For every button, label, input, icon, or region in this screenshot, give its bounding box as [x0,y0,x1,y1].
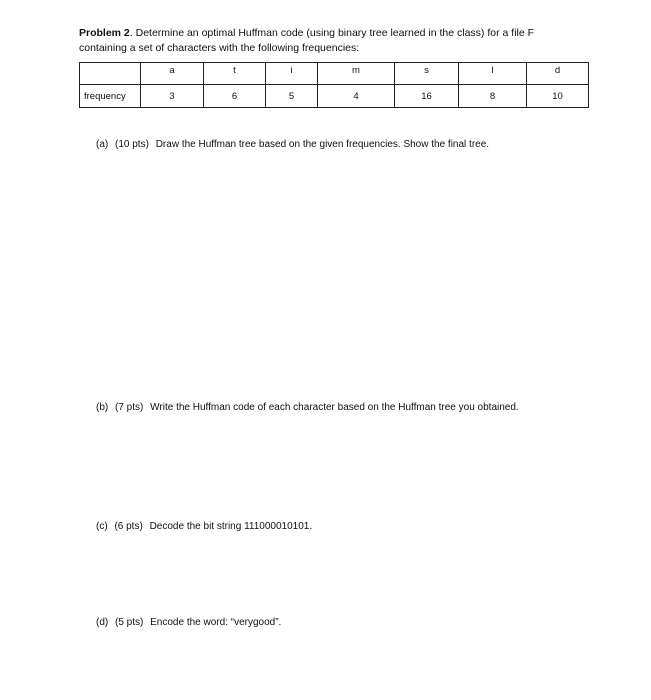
question-a-letter: (a) [96,139,109,150]
question-d-letter: (d) [96,617,109,628]
char-cell-m: m [318,63,395,85]
freq-cell-t: 6 [204,85,266,108]
char-cell-i: i [266,63,318,85]
problem-text-line2: containing a set of characters with the following frequencies: [79,42,360,54]
frequency-table [79,62,589,108]
freq-cell-m: 4 [318,85,395,108]
char-cell-l: l [459,63,527,85]
freq-cell-l: 8 [459,85,527,108]
freq-cell-d: 10 [527,85,589,108]
char-cell-a: a [141,63,204,85]
freq-cell-s: 16 [395,85,459,108]
table-header-row [80,63,589,85]
problem-text-line1: . Determine an optimal Huffman code (using binary tree learned in the class) for a file F [129,27,535,39]
question-b-points: (7 pts) [115,402,144,413]
question-a-text: Draw the Huffman tree based on the given frequencies. Show the final tree. [155,139,490,150]
problem-label: Problem 2 [79,27,130,39]
question-b-letter: (b) [96,402,109,413]
question-c-letter: (c) [96,521,108,532]
question-b-text: Write the Huffman code of each character based on the Huffman tree you obtained. [150,402,519,413]
question-c [96,520,312,533]
row-label-frequency: frequency [80,85,141,108]
table-corner-cell [80,63,141,85]
freq-cell-i: 5 [266,85,318,108]
question-d-text: Encode the word: “verygood”. [150,617,282,628]
question-c-points: (6 pts) [114,521,143,532]
table-row [80,85,589,108]
question-b [96,401,519,414]
question-c-text: Decode the bit string 111000010101. [149,521,313,532]
freq-cell-a: 3 [141,85,204,108]
char-cell-s: s [395,63,459,85]
question-d [96,616,281,629]
question-d-points: (5 pts) [115,617,144,628]
char-cell-d: d [527,63,589,85]
char-cell-t: t [204,63,266,85]
problem-statement [79,26,559,56]
question-a [96,138,489,151]
question-a-points: (10 pts) [115,139,149,150]
